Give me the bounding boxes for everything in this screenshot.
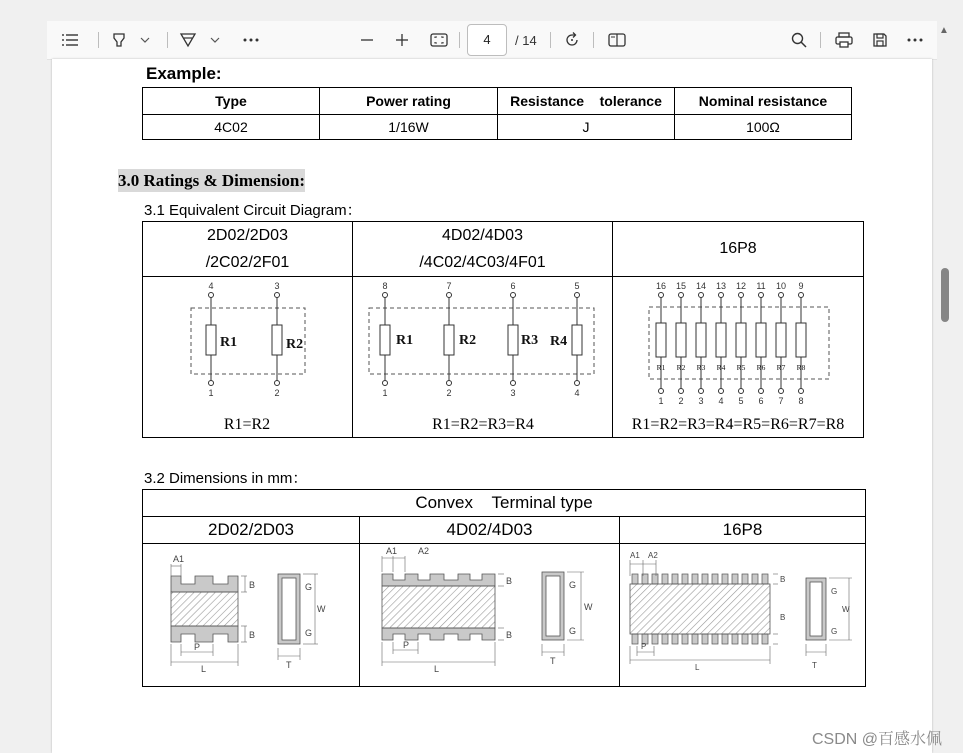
header-type: Type (143, 88, 320, 115)
resistor-label: R2 (676, 363, 686, 372)
fit-page-icon[interactable] (427, 26, 451, 54)
dimension-16-drawing (620, 544, 865, 684)
pin-label: 6 (510, 281, 516, 291)
dim-cell-4 (360, 544, 620, 687)
pin-label: 3 (510, 388, 516, 398)
pin-label: 2 (678, 396, 684, 406)
pin-label: 9 (798, 281, 804, 291)
contents-icon[interactable] (57, 26, 83, 54)
pin-label: 10 (775, 281, 787, 291)
cell-power: 1/16W (320, 115, 498, 140)
resistor-label: R5 (736, 363, 746, 372)
circuit-header-16: 16P8 (613, 222, 864, 277)
dim-label: L (695, 663, 700, 672)
pin-label: 13 (715, 281, 727, 291)
dimension-4-drawing (360, 544, 619, 684)
resistor-label: R2 (459, 333, 477, 348)
circuit-16-diagram (613, 277, 863, 437)
pin-label: 1 (208, 388, 214, 398)
pin-label: 3 (274, 281, 280, 291)
header-tolerance: Resistance tolerance (498, 88, 675, 115)
pin-label: 7 (778, 396, 784, 406)
dim-label: G (831, 627, 838, 636)
highlight-icon[interactable] (107, 26, 131, 54)
dim-label: T (812, 661, 817, 670)
page-number-input[interactable]: 4 (467, 24, 507, 56)
resistor-label: R6 (756, 363, 766, 372)
table-header-row (143, 88, 852, 115)
table-row (143, 115, 852, 140)
dim-label: A1 (630, 551, 640, 560)
pin-label: 14 (695, 281, 707, 291)
pin-label: 8 (382, 281, 388, 291)
header-line: /4C02/4C03/4F01 (419, 254, 546, 271)
page-total-label: / 14 (515, 33, 537, 48)
print-icon[interactable] (832, 26, 856, 54)
example-table (142, 87, 852, 140)
dim-label: G (569, 626, 577, 636)
circuit-4-diagram (353, 277, 612, 437)
circuit-header-4 (353, 222, 613, 277)
circuit-diagram-row (143, 277, 864, 438)
circuit-header-2 (143, 222, 353, 277)
draw-icon[interactable] (175, 26, 201, 54)
dim-label: G (305, 628, 313, 638)
pin-label: 8 (798, 396, 804, 406)
pin-label: 4 (718, 396, 724, 406)
dim-label: B (506, 576, 513, 586)
dim-header-2: 2D02/2D03 (143, 517, 360, 544)
dim-label: P (403, 640, 410, 650)
circuit-table (142, 221, 864, 438)
pin-label: 4 (208, 281, 214, 291)
pin-label: 3 (698, 396, 704, 406)
circuit-cell-4 (353, 277, 613, 438)
dim-label: G (831, 587, 838, 596)
resistor-array (656, 281, 806, 406)
pin-label: 16 (655, 281, 667, 291)
dimension-table (142, 489, 866, 687)
dim-label: L (434, 664, 440, 674)
dim-label: T (550, 656, 556, 666)
resistor-label: R8 (796, 363, 806, 372)
dimension-title: Convex Terminal type (143, 490, 866, 517)
cell-type: 4C02 (143, 115, 320, 140)
resistor-label: R1 (220, 335, 238, 350)
header-power-rating: Power rating (320, 88, 498, 115)
resistor-label: R1 (656, 363, 666, 372)
cell-resistance: 100Ω (675, 115, 852, 140)
equation-label: R1=R2 (223, 416, 271, 433)
pin-label: 11 (756, 281, 766, 291)
dim-label: L (201, 664, 207, 674)
header-line: 2D02/2D03 (207, 227, 288, 244)
rotate-icon[interactable] (560, 26, 584, 54)
pdf-page (52, 59, 932, 753)
pin-label: 12 (735, 281, 747, 291)
header-line: /2C02/2F01 (205, 254, 290, 271)
search-icon[interactable] (787, 26, 811, 54)
dimension-2-drawing (143, 544, 359, 684)
chevron-down-icon[interactable] (137, 26, 153, 54)
page-view-icon[interactable] (605, 26, 629, 54)
chevron-down-icon[interactable] (207, 26, 223, 54)
pin-label: 7 (446, 281, 452, 291)
scrollbar-thumb[interactable] (941, 268, 949, 322)
example-heading: Example: (146, 64, 222, 83)
watermark: CSDN @百感水佩 (812, 731, 943, 748)
dimension-drawing-row (143, 544, 866, 687)
dim-header-4: 4D02/4D03 (360, 517, 620, 544)
more-icon[interactable] (239, 26, 263, 54)
table-title-row (143, 490, 866, 517)
zoom-out-icon[interactable] (355, 26, 379, 54)
resistor-label: R4 (716, 363, 726, 372)
dim-label: T (286, 660, 292, 670)
dim-label: P (194, 642, 201, 652)
table-header-row (143, 222, 864, 277)
scroll-up-icon[interactable]: ▲ (939, 25, 949, 36)
pdf-toolbar (47, 21, 937, 60)
dim-label: A2 (418, 546, 430, 556)
dim-label: B (249, 580, 256, 590)
header-line: 4D02/4D03 (442, 227, 523, 244)
resistor-label: R3 (696, 363, 706, 372)
dim-label: W (317, 604, 326, 614)
resistor-label: R4 (550, 334, 568, 349)
zoom-in-icon[interactable] (390, 26, 414, 54)
pin-label: 4 (574, 388, 580, 398)
dim-label: B (780, 613, 786, 622)
more-icon[interactable] (903, 26, 927, 54)
dim-label: A1 (386, 546, 398, 556)
circuit-2-diagram (143, 277, 352, 437)
dim-label: G (569, 580, 577, 590)
dim-label: A1 (173, 554, 185, 564)
dim-label: B (506, 630, 513, 640)
pin-label: 5 (738, 396, 744, 406)
cell-tolerance: J (498, 115, 675, 140)
dim-cell-2 (143, 544, 360, 687)
dim-cell-16 (620, 544, 866, 687)
subsection-circuit: 3.1 Equivalent Circuit Diagram： (144, 202, 362, 219)
dim-label: A2 (648, 551, 658, 560)
dim-label: P (641, 642, 647, 651)
pin-label: 2 (274, 388, 280, 398)
dim-label: B (780, 575, 786, 584)
pin-label: 6 (758, 396, 764, 406)
table-header-row (143, 517, 866, 544)
dim-label: W (842, 605, 850, 614)
pin-label: 1 (382, 388, 388, 398)
pin-label: 15 (675, 281, 687, 291)
equation-label: R1=R2=R3=R4=R5=R6=R7=R8 (631, 416, 845, 433)
save-icon[interactable] (868, 26, 892, 54)
equation-label: R1=R2=R3=R4 (432, 416, 534, 433)
subsection-dimensions: 3.2 Dimensions in mm： (144, 470, 308, 487)
resistor-label: R1 (396, 333, 414, 348)
header-nominal-resistance: Nominal resistance (675, 88, 852, 115)
circuit-cell-2 (143, 277, 353, 438)
pin-label: 5 (574, 281, 580, 291)
dim-label: W (584, 602, 593, 612)
circuit-cell-16 (613, 277, 864, 438)
resistor-label: R7 (776, 363, 786, 372)
pin-label: 1 (658, 396, 664, 406)
pin-label: 2 (446, 388, 452, 398)
section-heading: 3.0 Ratings & Dimension: (118, 171, 306, 190)
resistor-label: R3 (521, 333, 539, 348)
dim-header-16: 16P8 (620, 517, 866, 544)
dim-label: B (249, 630, 256, 640)
dim-label: G (305, 582, 313, 592)
resistor-label: R2 (286, 337, 304, 352)
